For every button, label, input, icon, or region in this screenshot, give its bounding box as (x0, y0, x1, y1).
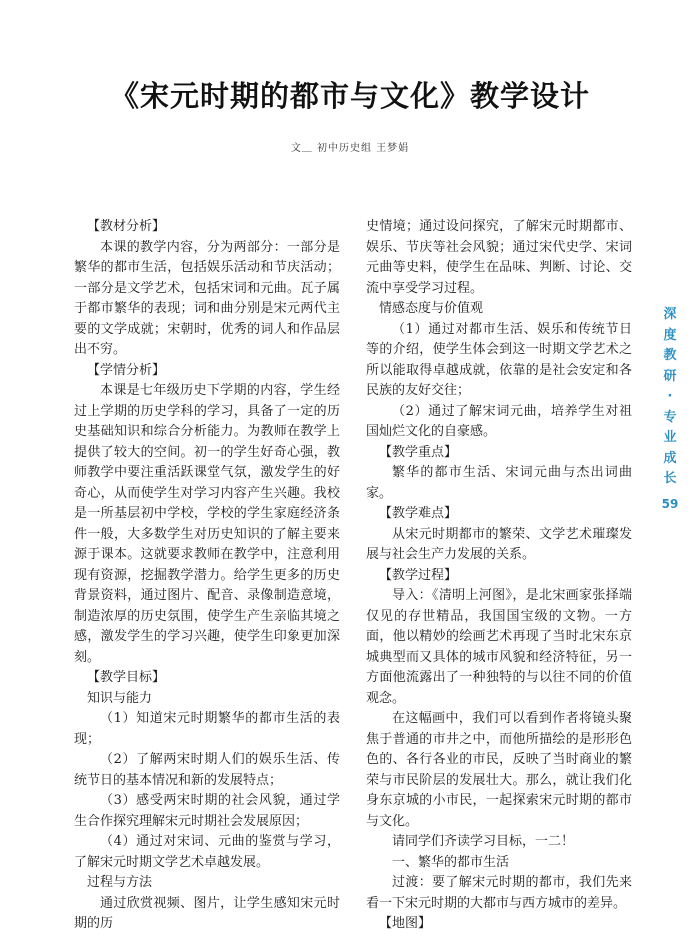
paragraph: （2）通过了解宋词元曲，培养学生对祖国灿烂文化的自豪感。 (366, 403, 632, 439)
side-label-char: · (667, 389, 673, 404)
side-label-char: 深 (663, 307, 677, 322)
side-label-char: 教 (663, 348, 677, 363)
section-heading: 【学情分析】 (87, 362, 166, 378)
side-label-char: 成 (663, 450, 677, 466)
paragraph: 过渡：要了解宋元时期的都市，我们先来看一下宋元时期的大都市与西方城市的差异。 (366, 875, 632, 911)
side-label-char: 专 (663, 409, 677, 425)
side-label-char: 研 (663, 368, 677, 384)
section-heading: 【教学重点】 (379, 444, 458, 460)
section-heading: 【教学目标】 (87, 670, 166, 685)
paragraph: 史情境；通过设问探究，了解宋元时期都市、娱乐、节庆等社会风貌；通过宋代史学、宋词元曲等史料，使学生在品味、判断、讨论、交流中享受学习过程。 (366, 219, 632, 296)
paragraph: 本课是七年级历史下学期的内容，学生经过上学期的历史学科的学习，具备了一定的历史基础知识和综合分析能力。为教师在教学上提供了较大的空间。初一的学生好奇心强，教师教学中要注重活跃课堂气氛，激发学生的好奇心，从而使学生对学习内容产生兴趣。我校是一所基层初中学校，学校的学生家庭经济条件一般，大多数学生对历史知识的了解主要来源于课本。这就要求教师在教学中，注意利用现有资源，挖掘教学潜力。给学生更多的历史背景资料，通过图片、配音、录像制造意境，制造浓厚的历史氛围，使学生产生亲临其境之感，激发学生的学习兴趣，使学生印象更加深刻。 (74, 383, 340, 665)
author-line: 文＿ 初中历史组 王梦娟 (290, 143, 410, 154)
right-column (366, 217, 632, 935)
section-heading: 【教学过程】 (379, 567, 458, 583)
paragraph: （3）感受两宋时期的社会风貌，通过学生合作探究理解宋元时期社会发展原因； (74, 793, 340, 829)
section-heading: 【教学难点】 (379, 506, 458, 521)
section-heading: 【教材分析】 (87, 219, 166, 234)
paragraph: 通过欣赏视频、图片，让学生感知宋元时期的历 (74, 895, 340, 931)
section-heading: 情感态度与价值观 (379, 301, 484, 316)
side-label-char: 度 (663, 327, 677, 343)
paragraph: （1）通过对都市生活、娱乐和传统节日等的介绍，使学生体会到这一时期文学艺术之所以能取得卓越成就，依靠的是社会安定和各民族的友好交往； (366, 321, 632, 398)
article-title: 《宋元时期的都市与文化》教学设计 (109, 79, 590, 113)
left-column (74, 217, 340, 935)
paragraph: （2）了解两宋时期人们的娱乐生活、传统节日的基本情况和新的发展特点； (74, 752, 340, 788)
paragraph: 从宋元时期都市的繁荣、文学艺术璀璨发展与社会生产力发展的关系。 (366, 526, 632, 562)
paragraph: 本课的教学内容，分为两部分：一部分是繁华的都市生活，包括娱乐活动和节庆活动；一部分是文学艺术，包括宋词和元曲。瓦子属于都市繁华的表现；词和曲分别是宋元两代主要的文学成就；宋朝时，优秀的词人和作品层出不穷。 (74, 239, 340, 357)
section-heading: 【地图】 (379, 916, 432, 931)
paragraph: 导入：《清明上河图》，是北宋画家张择端仅见的存世精品，我国国宝级的文物。一方面，他以精妙的绘画艺术再现了当时北宋东京城典型而又具体的城市风貌和经济特征，另一方面他流露出了一种独特的与以往不同的价值观念。 (366, 588, 632, 706)
page-number: 59 (661, 496, 679, 511)
paragraph: （1）知道宋元时期繁华的都市生活的表现； (74, 711, 340, 747)
side-label-char: 长 (663, 471, 677, 486)
paragraph: （4）通过对宋词、元曲的鉴赏与学习，了解宋元时期文学艺术卓越发展。 (74, 834, 340, 870)
paragraph: 请同学们齐读学习目标，一二！ (392, 834, 575, 849)
paragraph: 繁华的都市生活、宋词元曲与杰出词曲家。 (366, 465, 632, 501)
paragraph: 一、繁华的都市生活 (392, 854, 510, 870)
paragraph: 在这幅画中，我们可以看到作者将镜头聚焦于普通的市井之中，而他所描绘的是形形色色的、各行各业的市民，反映了当时商业的繁荣与市民阶层的发展壮大。那么，就让我们化身东京城的小市民，一起探索宋元时期的都市与文化。 (366, 711, 632, 829)
section-heading: 过程与方法 (87, 875, 153, 890)
side-section-label (660, 305, 680, 514)
side-label-char: 业 (663, 430, 677, 445)
section-heading: 知识与能力 (87, 690, 153, 706)
